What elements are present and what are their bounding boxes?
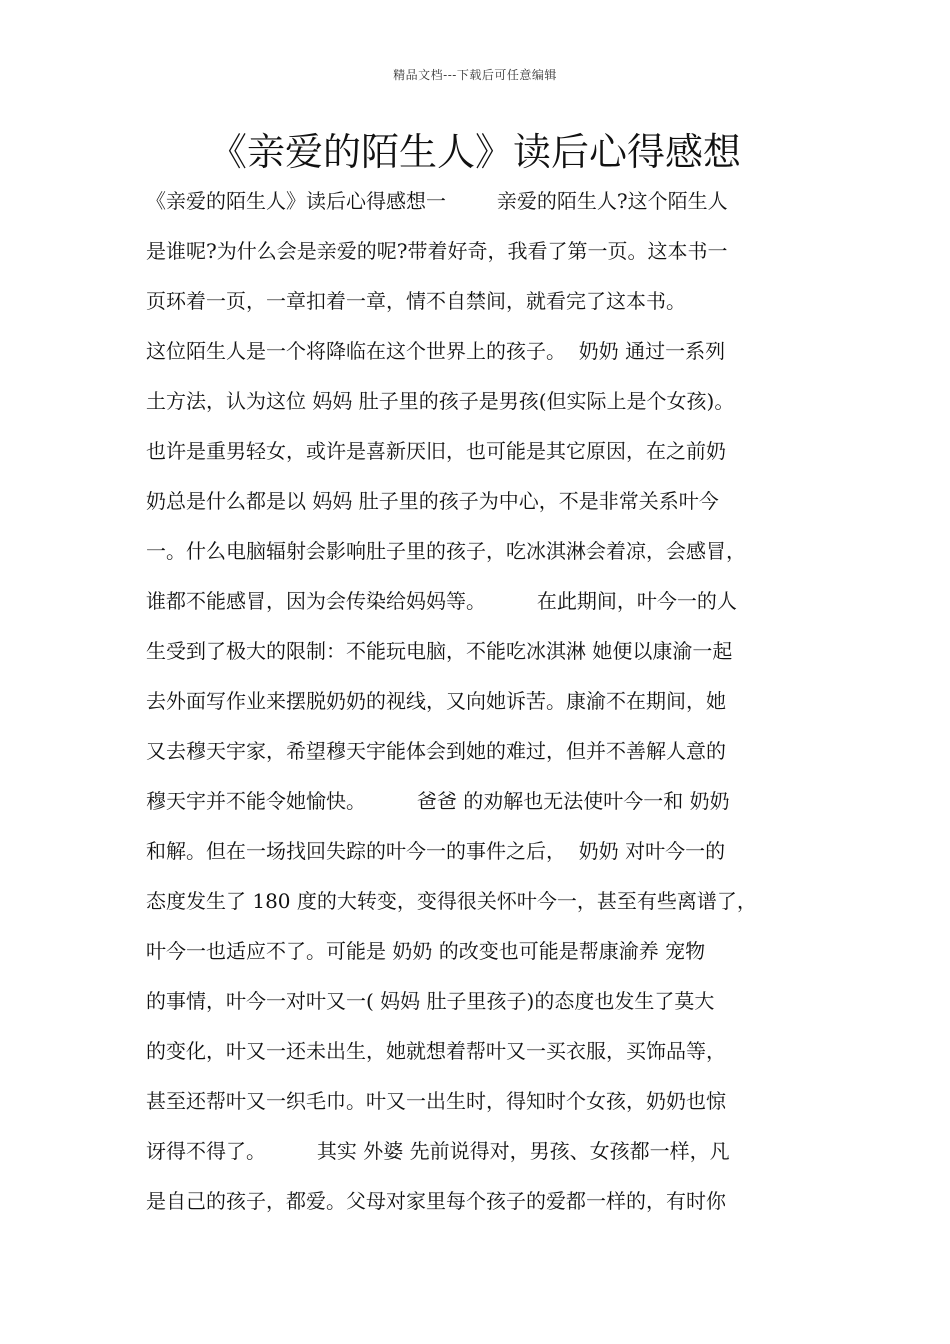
page-header-note: 精品文档---下载后可任意编辑 [393, 68, 557, 82]
body-line: 的事情，叶今一对叶又一( 妈妈 肚子里孩子)的态度也发生了莫大 [146, 989, 715, 1013]
body-line: 甚至还帮叶又一织毛巾。叶又一出生时，得知时个女孩，奶奶也惊 [146, 1089, 726, 1113]
body-line: 态度发生了 180 度的大转变，变得很关怀叶今一，甚至有些离谱了， [146, 889, 757, 913]
body-line: 是自己的孩子，都爱。父母对家里每个孩子的爱都一样的，有时你 [146, 1189, 726, 1213]
body-line: 叶今一也适应不了。可能是 奶奶 的改变也可能是帮康渝养 宠物 [146, 939, 706, 963]
body-line: 的变化，叶又一还未出生，她就想着帮叶又一买衣服，买饰品等， [146, 1039, 726, 1063]
body-line: 《亲爱的陌生人》读后心得感想一 亲爱的陌生人?这个陌生人 [146, 189, 728, 213]
body-line: 谁都不能感冒，因为会传染给妈妈等。 在此期间，叶今一的人 [146, 589, 737, 613]
body-line: 生受到了极大的限制：不能玩电脑，不能吃冰淇淋 她便以康渝一起 [146, 639, 733, 663]
body-line: 是谁呢?为什么会是亲爱的呢?带着好奇，我看了第一页。这本书一 [146, 239, 728, 263]
body-line: 又去穆天宇家，希望穆天宇能体会到她的难过，但并不善解人意的 [146, 739, 726, 763]
body-line: 土方法，认为这位 妈妈 肚子里的孩子是男孩(但实际上是个女孩)。 [146, 389, 735, 413]
body-line: 页环着一页，一章扣着一章，情不自禁间，就看完了这本书。 [146, 289, 686, 313]
body-line: 穆天宇并不能令她愉快。 爸爸 的劝解也无法使叶今一和 奶奶 [146, 789, 730, 813]
document-body [146, 182, 826, 1232]
body-line: 也许是重男轻女，或许是喜新厌旧，也可能是其它原因，在之前奶 [146, 439, 726, 463]
body-line: 和解。但在一场找回失踪的叶今一的事件之后， 奶奶 对叶今一的 [146, 839, 726, 863]
body-line: 讶得不得了。 其实 外婆 先前说得对，男孩、女孩都一样，凡 [146, 1139, 730, 1163]
body-line: 这位陌生人是一个将降临在这个世界上的孩子。 奶奶 通过一系列 [146, 339, 726, 363]
body-line: 奶总是什么都是以 妈妈 肚子里的孩子为中心，不是非常关系叶今 [146, 489, 719, 513]
document-title: 《亲爱的陌生人》读后心得感想 [208, 130, 741, 174]
body-line: 一。什么电脑辐射会影响肚子里的孩子，吃冰淇淋会着凉，会感冒， [146, 539, 746, 563]
body-line: 去外面写作业来摆脱奶奶的视线，又向她诉苦。康渝不在期间，她 [146, 689, 726, 713]
